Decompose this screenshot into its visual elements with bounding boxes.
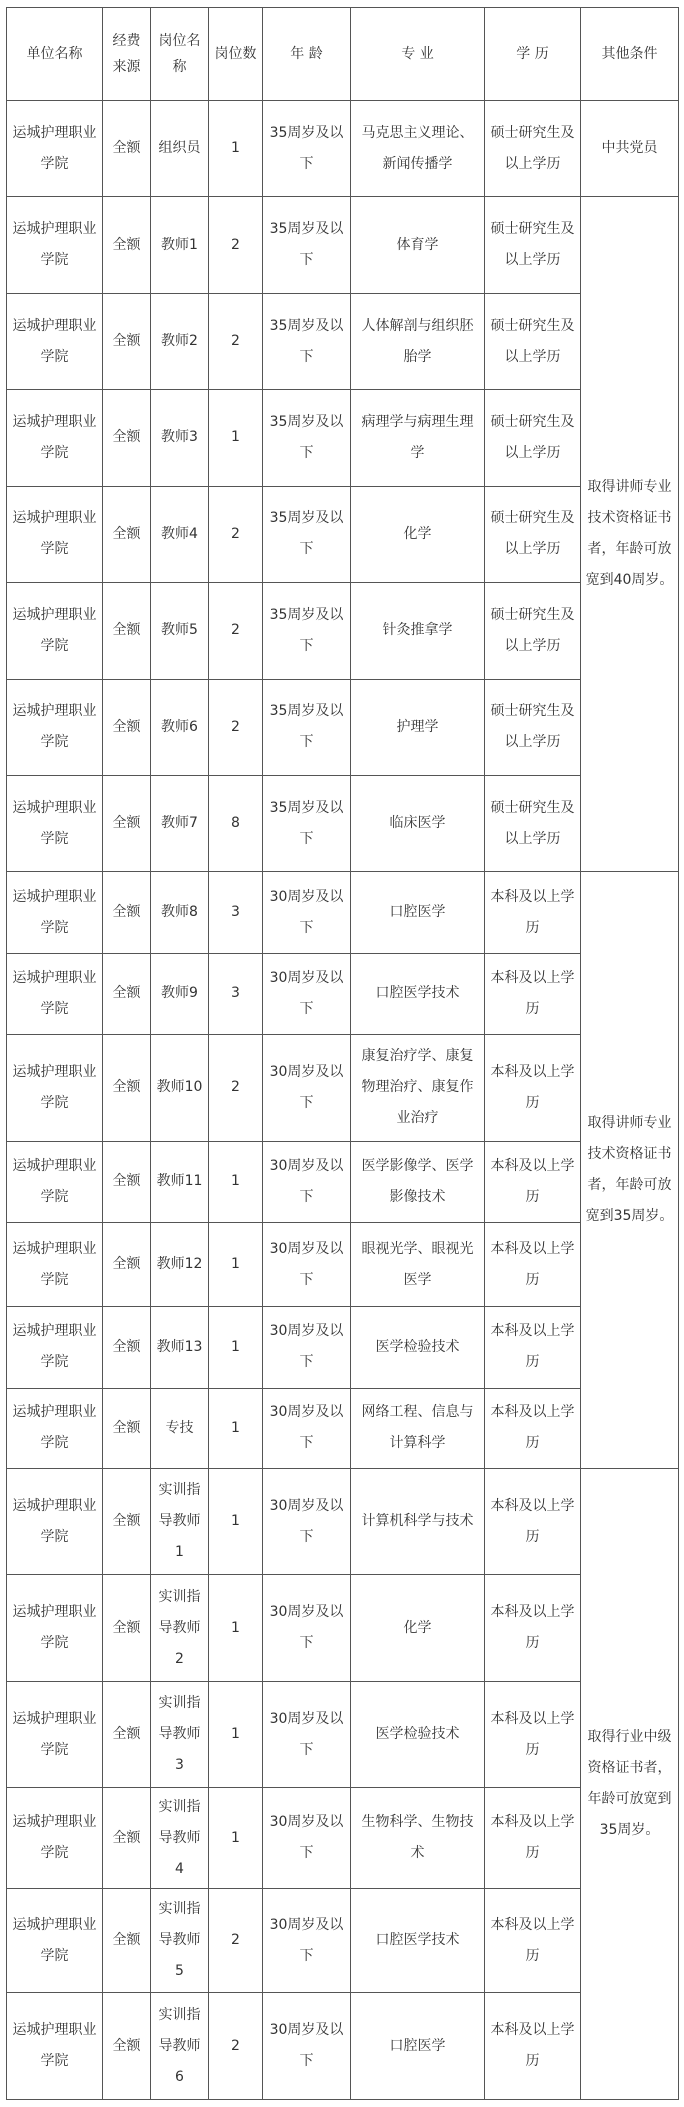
cell-age: 35周岁及以下 [263,679,351,775]
cell-fund: 全额 [103,1993,151,2100]
cell-major: 病理学与病理生理学 [351,390,485,486]
cell-fund: 全额 [103,1575,151,1681]
cell-edu: 硕士研究生及以上学历 [485,293,581,389]
table-row [7,1993,679,2100]
cell-unit: 运城护理职业学院 [7,1469,103,1575]
cell-post: 教师5 [151,583,209,679]
cell-unit: 运城护理职业学院 [7,390,103,486]
table-row [7,1888,679,1992]
cell-age: 30周岁及以下 [263,1035,351,1141]
cell-age: 35周岁及以下 [263,486,351,582]
cell-age: 30周岁及以下 [263,953,351,1034]
cell-age: 35周岁及以下 [263,775,351,871]
cell-fund: 全额 [103,1307,151,1388]
cell-edu: 硕士研究生及以上学历 [485,390,581,486]
cell-count: 1 [209,1388,263,1468]
cell-post: 教师7 [151,775,209,871]
header-post: 岗位名称 [151,8,209,101]
cell-unit: 运城护理职业学院 [7,1141,103,1222]
cell-major: 口腔医学技术 [351,953,485,1034]
cell-fund: 全额 [103,101,151,197]
table-row [7,1681,679,1787]
cell-fund: 全额 [103,486,151,582]
cell-major: 医学影像学、医学影像技术 [351,1141,485,1222]
cell-major: 口腔医学 [351,1993,485,2100]
cell-edu: 本科及以上学历 [485,1993,581,2100]
cell-major: 口腔医学技术 [351,1888,485,1992]
cell-post: 实训指导教师4 [151,1788,209,1888]
cell-count: 2 [209,679,263,775]
cell-edu: 本科及以上学历 [485,1788,581,1888]
cell-unit: 运城护理职业学院 [7,1222,103,1306]
cell-edu: 本科及以上学历 [485,1388,581,1468]
cell-age: 30周岁及以下 [263,1141,351,1222]
table-row [7,1788,679,1888]
cell-major: 医学检验技术 [351,1307,485,1388]
cell-count: 1 [209,1681,263,1787]
header-age: 年 龄 [263,8,351,101]
table-row [7,583,679,679]
cell-age: 35周岁及以下 [263,583,351,679]
cell-major: 临床医学 [351,775,485,871]
cell-post: 教师8 [151,872,209,953]
cell-conditions: 取得讲师专业技术资格证书者，年龄可放宽到35周岁。 [581,872,679,1469]
table-row [7,1575,679,1681]
header-major: 专 业 [351,8,485,101]
cell-count: 1 [209,1469,263,1575]
cell-unit: 运城护理职业学院 [7,1788,103,1888]
cell-post: 教师9 [151,953,209,1034]
cell-edu: 本科及以上学历 [485,1141,581,1222]
table-row [7,293,679,389]
cell-count: 2 [209,197,263,293]
cell-count: 8 [209,775,263,871]
cell-count: 2 [209,293,263,389]
table-row [7,775,679,871]
cell-count: 2 [209,486,263,582]
cell-age: 35周岁及以下 [263,101,351,197]
cell-age: 30周岁及以下 [263,1222,351,1306]
table-row [7,872,679,953]
header-count: 岗位数 [209,8,263,101]
cell-post: 实训指导教师1 [151,1469,209,1575]
cell-major: 化学 [351,1575,485,1681]
cell-fund: 全额 [103,1788,151,1888]
cell-age: 30周岁及以下 [263,1469,351,1575]
cell-conditions: 取得行业中级资格证书者，年龄可放宽到35周岁。 [581,1469,679,2100]
cell-edu: 硕士研究生及以上学历 [485,101,581,197]
header-edu: 学 历 [485,8,581,101]
cell-post: 实训指导教师2 [151,1575,209,1681]
cell-age: 35周岁及以下 [263,293,351,389]
cell-edu: 本科及以上学历 [485,1681,581,1787]
cell-major: 口腔医学 [351,872,485,953]
cell-major: 人体解剖与组织胚胎学 [351,293,485,389]
table-row [7,486,679,582]
cell-major: 化学 [351,486,485,582]
cell-fund: 全额 [103,1388,151,1468]
cell-conditions: 取得讲师专业技术资格证书者，年龄可放宽到40周岁。 [581,197,679,872]
cell-age: 30周岁及以下 [263,1307,351,1388]
cell-count: 1 [209,101,263,197]
cell-unit: 运城护理职业学院 [7,583,103,679]
cell-edu: 硕士研究生及以上学历 [485,197,581,293]
cell-post: 专技 [151,1388,209,1468]
cell-edu: 硕士研究生及以上学历 [485,775,581,871]
cell-unit: 运城护理职业学院 [7,486,103,582]
cell-post: 教师13 [151,1307,209,1388]
cell-count: 3 [209,872,263,953]
cell-fund: 全额 [103,1681,151,1787]
cell-unit: 运城护理职业学院 [7,1888,103,1992]
cell-post: 教师1 [151,197,209,293]
cell-edu: 本科及以上学历 [485,1222,581,1306]
header-unit: 单位名称 [7,8,103,101]
cell-edu: 本科及以上学历 [485,1469,581,1575]
cell-edu: 本科及以上学历 [485,1035,581,1141]
cell-count: 1 [209,1788,263,1888]
cell-edu: 硕士研究生及以上学历 [485,583,581,679]
cell-count: 1 [209,1222,263,1306]
cell-major: 针灸推拿学 [351,583,485,679]
cell-unit: 运城护理职业学院 [7,953,103,1034]
cell-post: 教师4 [151,486,209,582]
cell-count: 1 [209,1307,263,1388]
cell-unit: 运城护理职业学院 [7,1681,103,1787]
cell-unit: 运城护理职业学院 [7,1575,103,1681]
cell-age: 30周岁及以下 [263,1681,351,1787]
cell-count: 1 [209,1575,263,1681]
cell-unit: 运城护理职业学院 [7,1307,103,1388]
cell-fund: 全额 [103,775,151,871]
cell-post: 实训指导教师3 [151,1681,209,1787]
cell-count: 1 [209,390,263,486]
cell-fund: 全额 [103,390,151,486]
table-row [7,101,679,197]
cell-major: 护理学 [351,679,485,775]
table-row [7,197,679,293]
cell-unit: 运城护理职业学院 [7,775,103,871]
cell-post: 教师10 [151,1035,209,1141]
cell-age: 30周岁及以下 [263,1388,351,1468]
cell-fund: 全额 [103,293,151,389]
cell-post: 组织员 [151,101,209,197]
cell-fund: 全额 [103,1469,151,1575]
cell-edu: 硕士研究生及以上学历 [485,679,581,775]
cell-fund: 全额 [103,1888,151,1992]
cell-fund: 全额 [103,1035,151,1141]
cell-fund: 全额 [103,583,151,679]
cell-fund: 全额 [103,872,151,953]
cell-unit: 运城护理职业学院 [7,679,103,775]
table-row [7,1141,679,1222]
table-row [7,1388,679,1468]
cell-age: 35周岁及以下 [263,197,351,293]
table-row [7,679,679,775]
cell-edu: 本科及以上学历 [485,1307,581,1388]
table-row [7,1469,679,1575]
header-fund: 经费来源 [103,8,151,101]
cell-edu: 本科及以上学历 [485,872,581,953]
cell-count: 2 [209,583,263,679]
cell-post: 教师3 [151,390,209,486]
cell-count: 3 [209,953,263,1034]
cell-unit: 运城护理职业学院 [7,293,103,389]
cell-age: 30周岁及以下 [263,1788,351,1888]
cell-unit: 运城护理职业学院 [7,1388,103,1468]
cell-age: 30周岁及以下 [263,1993,351,2100]
cell-post: 实训指导教师5 [151,1888,209,1992]
cell-unit: 运城护理职业学院 [7,872,103,953]
cell-count: 2 [209,1035,263,1141]
table-row [7,953,679,1034]
cell-unit: 运城护理职业学院 [7,197,103,293]
table-row [7,390,679,486]
cell-edu: 硕士研究生及以上学历 [485,486,581,582]
table-row [7,1307,679,1388]
cell-major: 生物科学、生物技术 [351,1788,485,1888]
cell-edu: 本科及以上学历 [485,1888,581,1992]
cell-major: 康复治疗学、康复物理治疗、康复作业治疗 [351,1035,485,1141]
header-conditions: 其他条件 [581,8,679,101]
cell-major: 马克思主义理论、新闻传播学 [351,101,485,197]
cell-major: 体育学 [351,197,485,293]
recruitment-table [6,7,679,2100]
cell-fund: 全额 [103,679,151,775]
cell-post: 实训指导教师6 [151,1993,209,2100]
cell-age: 30周岁及以下 [263,1888,351,1992]
cell-unit: 运城护理职业学院 [7,1993,103,2100]
cell-fund: 全额 [103,1222,151,1306]
cell-edu: 本科及以上学历 [485,953,581,1034]
cell-count: 2 [209,1993,263,2100]
cell-unit: 运城护理职业学院 [7,101,103,197]
cell-conditions: 中共党员 [581,101,679,197]
cell-edu: 本科及以上学历 [485,1575,581,1681]
cell-count: 2 [209,1888,263,1992]
cell-post: 教师12 [151,1222,209,1306]
table-row [7,1222,679,1306]
cell-age: 30周岁及以下 [263,872,351,953]
cell-major: 网络工程、信息与计算科学 [351,1388,485,1468]
cell-age: 30周岁及以下 [263,1575,351,1681]
cell-age: 35周岁及以下 [263,390,351,486]
cell-major: 计算机科学与技术 [351,1469,485,1575]
cell-major: 眼视光学、眼视光医学 [351,1222,485,1306]
cell-count: 1 [209,1141,263,1222]
cell-fund: 全额 [103,953,151,1034]
cell-unit: 运城护理职业学院 [7,1035,103,1141]
header-row [7,8,679,101]
table-row [7,1035,679,1141]
cell-post: 教师2 [151,293,209,389]
cell-major: 医学检验技术 [351,1681,485,1787]
cell-fund: 全额 [103,1141,151,1222]
cell-post: 教师11 [151,1141,209,1222]
cell-post: 教师6 [151,679,209,775]
cell-fund: 全额 [103,197,151,293]
